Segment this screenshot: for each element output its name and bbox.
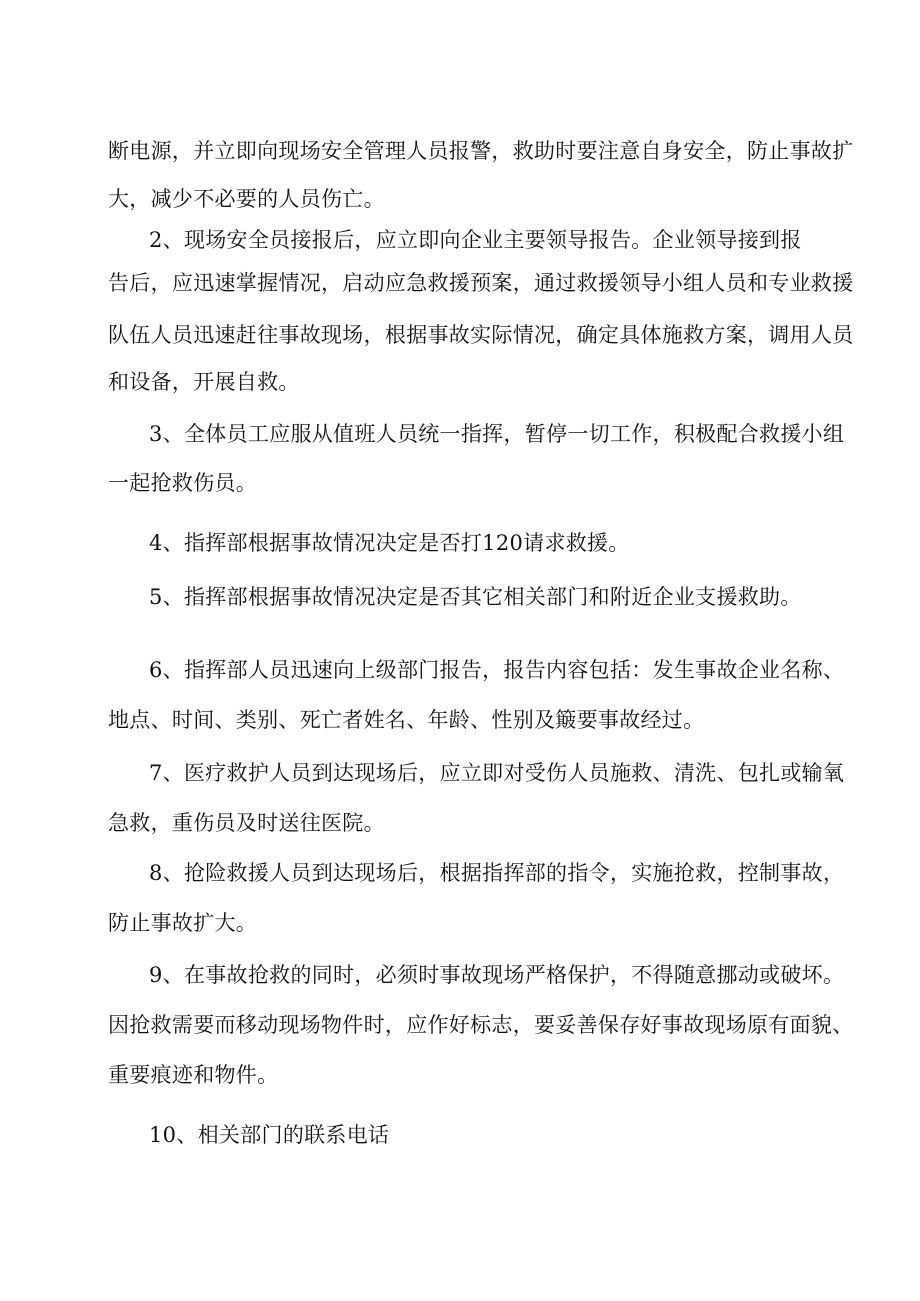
item-8-line-2: 防止事故扩大。	[108, 911, 258, 935]
item-9-line-3: 重要痕迹和物件。	[108, 1063, 279, 1087]
paragraph-1-line-1: 断电源，并立即向现场安全管理人员报警，救助时要注意自身安全，防止事故扩	[108, 139, 854, 163]
item-8-line-1: 8、抢险救援人员到达现场后，根据指挥部的指令，实施抢救，控制事故，	[149, 861, 845, 885]
paragraph-1-line-2: 大，减少不必要的人员伤亡。	[108, 187, 385, 211]
item-2-line-3: 队伍人员迅速赶往事故现场，根据事故实际情况，确定具体施救方案，调用人员	[108, 323, 854, 347]
item-5-line-1: 5、指挥部根据事故情况决定是否其它相关部门和附近企业支援救助。	[149, 585, 802, 609]
item-7-line-2: 急救，重伤员及时送往医院。	[108, 811, 385, 835]
item-3-line-2: 一起抢救伤员。	[108, 471, 258, 495]
item-9-line-2: 因抢救需要而移动现场物件时，应作好标志，要妥善保存好事故现场原有面貌、	[108, 1013, 854, 1037]
item-10-line-1: 10、相关部门的联系电话	[149, 1123, 390, 1147]
item-6-line-1: 6、指挥部人员迅速向上级部门报告，报告内容包括：发生事故企业名称、	[149, 658, 845, 682]
item-3-line-1: 3、全体员工应服从值班人员统一指挥，暂停一切工作，积极配合救援小组	[149, 422, 845, 446]
item-9-line-1: 9、在事故抢救的同时，必须时事故现场严格保护，不得随意挪动或破坏。	[149, 963, 845, 987]
item-7-line-1: 7、医疗救护人员到达现场后，应立即对受伤人员施救、清洗、包扎或输氧	[149, 761, 845, 785]
item-6-line-2: 地点、时间、类别、死亡者姓名、年龄、性别及簸要事故经过。	[108, 708, 705, 732]
item-2-line-1: 2、现场安全员接报后，应立即向企业主要领导报告。企业领导接到报	[149, 228, 802, 252]
item-2-line-4: 和设备，开展自救。	[108, 370, 300, 394]
item-2-line-2: 告后，应迅速掌握情况，启动应急救援预案，通过救援领导小组人员和专业救援	[108, 271, 854, 295]
item-4-line-1: 4、指挥部根据事故情况决定是否打120请求救援。	[149, 531, 630, 555]
